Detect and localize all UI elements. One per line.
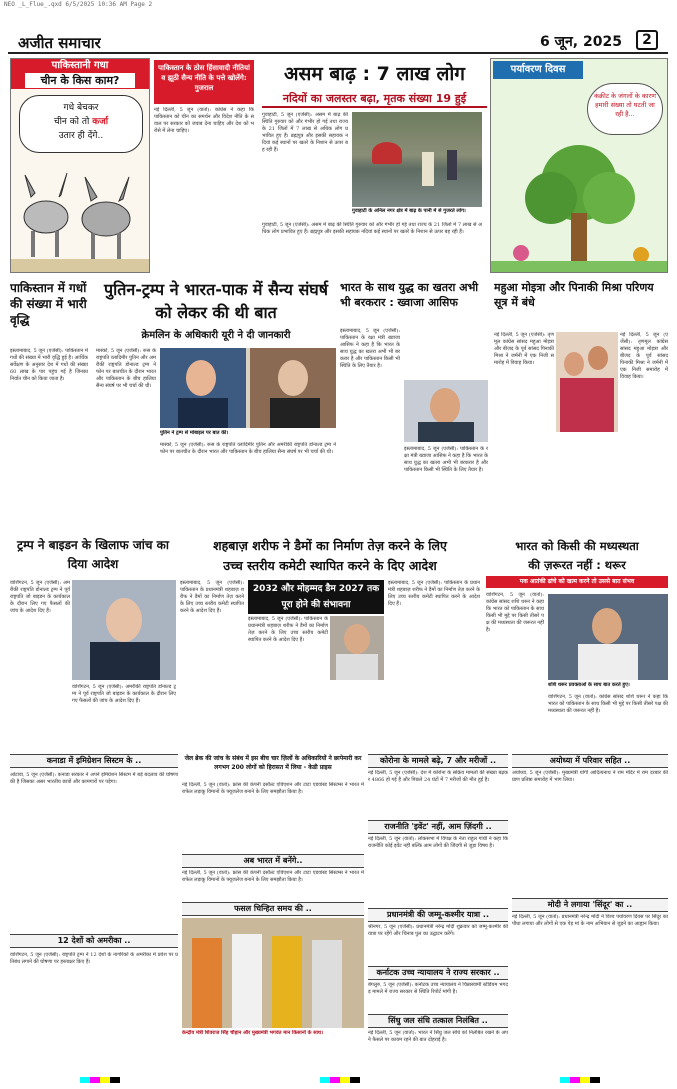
environment-headline: पर्यावरण दिवस xyxy=(493,61,583,79)
photo-khawaja xyxy=(404,380,488,442)
story-tharoor-body: वाशिंगटन, 5 जून (वार्ता): कांग्रेस सांसद शशि थरूर ने कहा कि भारत को पाकिस्तान के साथ किसी भी मुद्दे पर किसी तीसरे पक्ष की मध्यस्थता की जरूरत नहीं है। xyxy=(486,592,544,633)
photo-assam-caption: गुवाहाटी के अनिल नगर क्षेत्र में बाढ़ के पानी में से गुजरते लोग। xyxy=(352,208,466,214)
photo-tharoor xyxy=(548,594,668,680)
story-khawaja-body-continued: इस्लामाबाद, 5 जून (एजेंसी): पाकिस्तान के रक्षा मंत्री ख्वाजा आसिफ ने कहा है कि भारत के साथ युद्ध का खतरा अभी भी बरकरार है और पाकिस्तान किसी भी स्थिति के लिए तैयार है। xyxy=(404,446,488,473)
cartoon-banner xyxy=(11,59,149,89)
story-putin-body-continued: मास्को, 5 जून (एजेंसी): रूस के राष्ट्रपति व्लादिमीर पुतिन और अमरीकी राष्ट्रपति डोनाल्ड ट्रम्प ने फोन पर बातचीत के दौरान भारत और पाकिस्तान के बीच हालिया सैन्य संघर्ष पर भी चर्चा की थी। xyxy=(160,442,336,455)
story-tharoor-subhead: पक आतंकी ढांचे को खत्म करने तो उससे बात संभव xyxy=(486,576,668,588)
section-fasal-head: फसल चिन्हित समय की .. xyxy=(182,902,364,916)
donkey-illustration xyxy=(11,157,149,272)
environment-bubble: कंक्रीट के जंगलों के कारण हमारी संख्या तो घटती जा रही है... xyxy=(587,83,663,135)
registration-mark xyxy=(560,1077,600,1083)
story-mahua-body-continued: नई दिल्ली, 5 जून (एजेंसी): तृणमूल कांग्रेस सांसद महुआ मोइत्रा और बीजद के पूर्व सांसद पिनाकी मिश्रा ने जर्मनी में एक निजी समारोह में विवाह किया। xyxy=(620,332,668,380)
story-khawaja-headline: भारत के साथ युद्ध का खतरा अभी भी बरकरार : ख्वाजा आसिफ xyxy=(340,281,479,309)
kashmir-note-headline: जेल ब्रेक की जांच के संबंध में इस बीच चार ज़िलों के अधिकारियों ने छापेमारी कर लगभग 200 लोगों को हिरासत में लिया - केडी प्राइस xyxy=(184,755,362,771)
story-mahua-headline: महुआ मोइत्रा और पिनाकी मिश्रा परिणय सूत्र में बंधे xyxy=(494,281,654,309)
registration-mark xyxy=(80,1077,120,1083)
cartoon-banner-line2: चीन के किस काम? xyxy=(25,73,135,88)
story-donkeys-headline: पाकिस्तान में गधों की संख्या में भारी वृद्धि xyxy=(10,281,87,327)
photo-assam-flood xyxy=(352,112,482,207)
story-biden-headline: ट्रम्प ने बाइडन के खिलाफ जांच का दिया आदेश xyxy=(17,538,169,571)
section-abb-head: अब भारत में बनेंगे.. xyxy=(182,854,364,868)
story-shahbaz-headline-2: उच्च स्तरीय कमेटी स्थापित करने के दिए आदेश xyxy=(223,558,437,573)
tree-illustration xyxy=(491,143,667,273)
story-khawaja-body: इस्लामाबाद, 5 जून (एजेंसी): पाकिस्तान के रक्षा मंत्री ख्वाजा आसिफ ने कहा है कि भारत के साथ युद्ध का खतरा अभी भी बरकरार है और पाकिस्तान किसी भी स्थिति के लिए तैयार है। xyxy=(340,328,400,369)
photo-putin-trump xyxy=(160,348,336,428)
cartoon-panel xyxy=(10,58,150,273)
story-assam-body-continued: गुवाहाटी, 5 जून (एजेंसी): असम में बाढ़ की स्थिति गुरुवार को और गंभीर हो गई तथा राज्य के 21 जिलों में 7 लाख से अधिक लोग प्रभावित हुए हैं। ब्रह्मपुत्र और इसकी सहायक नदियां कई स्थानों पर खतरे के निशान से ऊपर बह रही हैं। xyxy=(262,222,482,235)
kashmir-note-body: नई दिल्ली, 5 जून (वार्ता): फ्रांस की कंपनी दसॉल्ट एविएशन और टाटा एडवांस्ड सिस्टम्स ने भारत में राफेल लड़ाकू विमानों के फ्यूजलेज बनाने के लिए समझौता किया है। xyxy=(182,782,364,795)
issue-date: 6 जून, 2025 xyxy=(540,34,622,50)
bubble-red-word: कर्जा xyxy=(92,117,109,127)
photo-tharoor-caption: शशि थरूर प्रवक्ताओं के साथ बात करते हुए। xyxy=(548,682,630,688)
story-tharoor-headline-1: भारत को किसी की मध्यस्थता xyxy=(515,539,639,553)
speech-bubble xyxy=(19,95,143,153)
section-corona-body: नई दिल्ली, 5 जून (एजेंसी): देश में कोरोना के सक्रिय मामलों की संख्या बढ़कर 4866 हो गई है और पिछले 24 घंटों में 7 मरीजों की मौत हुई है। xyxy=(368,770,508,783)
print-metadata: NEO _L_Flue_.qxd 6/5/2025 10:36 AM Page 2 xyxy=(4,1,153,8)
bubble-line-1: गधे बेचकर xyxy=(63,103,99,113)
story-mahua-body: नई दिल्ली, 5 जून (एजेंसी): तृणमूल कांग्रेस सांसद महुआ मोइत्रा और बीजद के पूर्व सांसद पिनाकी मिश्रा ने जर्मनी में एक निजी समारोह में विवाह किया। xyxy=(494,332,554,366)
story-tharoor-headline-2: की ज़रूरत नहीं : थरूर xyxy=(528,558,626,572)
section-pm-jk-body: श्रीनगर, 5 जून (एजेंसी): प्रधानमंत्री नरेन्द्र मोदी शुक्रवार को जम्मू-कश्मीर की यात्रा पर रहेंगे और चिनाब पुल का उद्घाटन करेंगे। xyxy=(368,924,508,937)
story-congress-body: नई दिल्ली, 5 जून (वार्ता): कांग्रेस ने कहा कि पाकिस्तान को चीन का समर्थन और विदेश नीति के सवाल पर सरकार को जवाब देना चाहिए और देश को भरोसे में लेना चाहिए। xyxy=(154,107,254,134)
section-modi-body: नई दिल्ली, 5 जून (वार्ता): प्रधानमंत्री नरेन्द्र मोदी ने विश्व पर्यावरण दिवस पर सिंदूर का पौधा लगाया और लोगों से एक पेड़ मां के नाम अभियान से जुड़ने का आह्वान किया। xyxy=(512,914,668,927)
photo-mahua-wedding xyxy=(556,332,618,432)
section-sindhu-body: नई दिल्ली, 5 जून (वार्ता): भारत ने सिंधु जल संधि को निलंबित रखने के अपने फैसले पर कायम रहने की बात दोहराई है। xyxy=(368,1030,508,1043)
photo-putin-caption: पुतिन ने ट्रम्प से मोबाइल पर बात की। xyxy=(160,430,229,436)
section-rajneeti-body: नई दिल्ली, 5 जून (वार्ता): लोकसभा में विपक्ष के नेता राहुल गांधी ने कहा कि राजनीति कोई इवेंट नहीं बल्कि आम लोगों की जिंदगी से जुड़ा विषय है। xyxy=(368,836,508,849)
section-twelve-head: 12 देशों को अमरीका .. xyxy=(10,934,178,948)
story-biden-body: वाशिंगटन, 5 जून (एजेंसी): अमरीकी राष्ट्रपति डोनाल्ड ट्रम्प ने पूर्व राष्ट्रपति जो बाइडन के कार्यकाल के दौरान लिए गए फैसलों की जांच के आदेश दिए हैं। xyxy=(10,580,70,614)
section-canada-head: कनाडा में इमिग्रेशन सिस्टम के .. xyxy=(10,754,178,768)
section-modi-head: मोदी ने लगाया 'सिंदूर' का .. xyxy=(512,898,668,912)
paper-name: अजीत समाचार xyxy=(18,34,101,52)
section-pm-jk-head: प्रधानमंत्री की जम्मू-कश्मीर यात्रा .. xyxy=(368,908,508,922)
masthead-rule xyxy=(8,52,668,54)
story-donkeys-body: इस्लामाबाद, 5 जून (एजेंसी): पाकिस्तान में गधों की संख्या में भारी वृद्धि हुई है। आर्थिक सर्वेक्षण के अनुसार देश में गधों की संख्या 60 लाख के पार पहुंच गई है जिनका निर्यात चीन को किया जाता है। xyxy=(10,348,88,382)
cartoon-banner-line1: पाकिस्तानी गधा xyxy=(51,60,109,71)
story-putin-headline: पुतिन-ट्रम्प ने भारत-पाक में सैन्य संघर्ष को लेकर की थी बात xyxy=(104,280,328,322)
page-number: 2 xyxy=(636,30,658,50)
story-shahbaz-headline-1: शहबाज़ शरीफ ने डैमों का निर्माण तेज़ करने के लिए xyxy=(213,538,447,553)
story-assam-subhead: नदियों का जलस्तर बढ़ा, मृतक संख्या 19 हुई xyxy=(262,90,487,108)
environment-cartoon xyxy=(490,58,668,273)
section-ayodhya-body: अयोध्या, 5 जून (एजेंसी): मुख्यमंत्री योगी आदित्यनाथ ने राम मंदिर में राम दरबार की प्राण प्रतिष्ठा समारोह में भाग लिया। xyxy=(512,770,668,783)
section-corona-head: कोरोना के मामले बढ़े, 7 और मरीजों .. xyxy=(368,754,508,768)
story-putin-subhead: क्रेमलिन के अधिकारी यूरी ने दी जानकारी xyxy=(141,330,291,341)
story-assam-headline: असम बाढ़ : 7 लाख लोग xyxy=(284,63,465,85)
story-shahbaz-subhead: 2032 और मोहम्मद डैम 2027 तक पूरा होने की संभावना xyxy=(248,580,384,614)
section-abb-body: नई दिल्ली, 5 जून (वार्ता): फ्रांस की कंपनी दसॉल्ट एविएशन और टाटा एडवांस्ड सिस्टम्स ने भारत में राफेल लड़ाकू विमानों के फ्यूजलेज बनाने के लिए समझौता किया है। xyxy=(182,870,364,883)
section-rajneeti-head: राजनीति 'इवेंट' नहीं, आम ज़िंदगी .. xyxy=(368,820,508,834)
story-assam-body: गुवाहाटी, 5 जून (एजेंसी): असम में बाढ़ की स्थिति गुरुवार को और गंभीर हो गई तथा राज्य के 21 जिलों में 7 लाख से अधिक लोग प्रभावित हुए हैं। ब्रह्मपुत्र और इसकी सहायक नदियां कई स्थानों पर खतरे के निशान से ऊपर बह रही हैं। xyxy=(262,112,348,153)
registration-mark xyxy=(320,1077,360,1083)
story-biden-body-continued: वाशिंगटन, 5 जून (एजेंसी): अमरीकी राष्ट्रपति डोनाल्ड ट्रम्प ने पूर्व राष्ट्रपति जो बाइडन के कार्यकाल के दौरान लिए गए फैसलों की जांच के आदेश दिए हैं। xyxy=(72,684,176,704)
story-shahbaz-body-continued: इस्लामाबाद, 5 जून (एजेंसी): पाकिस्तान के प्रधानमंत्री शहबाज़ शरीफ ने डैमों का निर्माण तेज़ करने के लिए उच्च स्तरीय कमेटी स्थापित करने के आदेश दिए हैं। xyxy=(248,616,328,643)
photo-biden xyxy=(72,580,176,680)
story-putin-body: मास्को, 5 जून (एजेंसी): रूस के राष्ट्रपति व्लादिमीर पुतिन और अमरीकी राष्ट्रपति डोनाल्ड ट्रम्प ने फोन पर बातचीत के दौरान भारत और पाकिस्तान के बीच हालिया सैन्य संघर्ष पर भी चर्चा की थी। xyxy=(96,348,156,389)
story-congress-headline: पाकिस्तान के ठोस हिंसावादी नीतियां व झूठी सैन्य नीति के पत्ते खोलेंगे: गुजराल xyxy=(154,60,254,104)
story-shahbaz-body: इस्लामाबाद, 5 जून (एजेंसी): पाकिस्तान के प्रधानमंत्री शहबाज़ शरीफ ने डैमों का निर्माण तेज़ करने के लिए उच्च स्तरीय कमेटी स्थापित करने के आदेश दिए हैं। xyxy=(180,580,244,614)
story-congress xyxy=(154,60,254,270)
bubble-line-3: उतार ही देंगे.. xyxy=(58,131,104,141)
photo-fasal-caption: केन्द्रीय मंत्री शिवराज सिंह चौहान और मुख्यमंत्री भगवंत मान किसानों के साथ। xyxy=(182,1030,324,1036)
photo-shahbaz xyxy=(330,616,384,680)
story-shahbaz-body-col3: इस्लामाबाद, 5 जून (एजेंसी): पाकिस्तान के प्रधानमंत्री शहबाज़ शरीफ ने डैमों का निर्माण तेज़ करने के लिए उच्च स्तरीय कमेटी स्थापित करने के आदेश दिए हैं। xyxy=(388,580,480,607)
section-twelve-body: वाशिंगटन, 5 जून (एजेंसी): राष्ट्रपति ट्रम्प ने 12 देशों के नागरिकों के अमरीका में प्रवेश पर प्रतिबंध लगाने की घोषणा पर हस्ताक्षर किए हैं। xyxy=(10,952,178,965)
photo-fasal-event xyxy=(182,918,364,1028)
section-sindhu-head: सिंधु जल संधि तत्काल निलंबित .. xyxy=(368,1014,508,1028)
section-ayodhya-head: अयोध्या में परिवार सहित .. xyxy=(512,754,668,768)
story-tharoor-body-continued: वाशिंगटन, 5 जून (वार्ता): कांग्रेस सांसद शशि थरूर ने कहा कि भारत को पाकिस्तान के साथ किसी भी मुद्दे पर किसी तीसरे पक्ष की मध्यस्थता की जरूरत नहीं है। xyxy=(548,694,668,714)
section-canada-body: ओटावा, 5 जून (एजेंसी): कनाडा सरकार ने अपने इमिग्रेशन सिस्टम में बड़े बदलाव की घोषणा की है जिसका असर भारतीय छात्रों और कामगारों पर पड़ेगा। xyxy=(10,772,178,785)
section-karnataka-body: बेंगलुरु, 5 जून (एजेंसी): कर्नाटक उच्च न्यायालय ने चिन्नास्वामी स्टेडियम भगदड़ मामले में राज्य सरकार से स्थिति रिपोर्ट मांगी है। xyxy=(368,982,508,995)
section-karnataka-head: कर्नाटक उच्च न्यायालय ने राज्य सरकार .. xyxy=(368,966,508,980)
bubble-line-2: चीन को तो कर्जा xyxy=(53,117,109,127)
